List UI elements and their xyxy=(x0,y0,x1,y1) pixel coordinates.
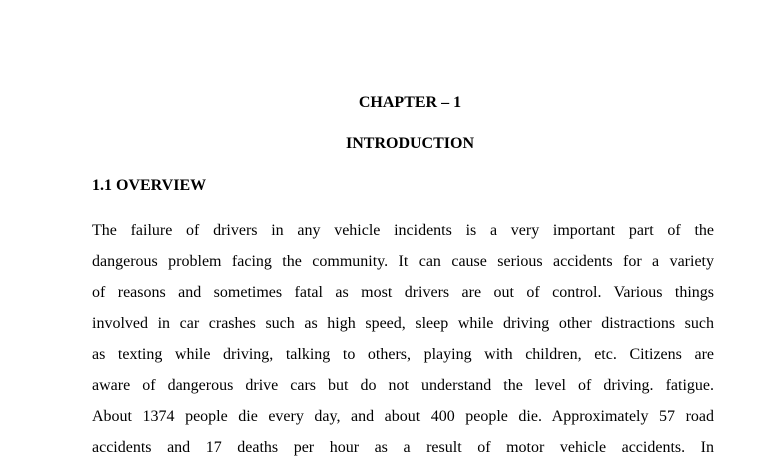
chapter-heading: CHAPTER – 1 xyxy=(358,94,462,111)
paragraph-line: About 1374 people die every day, and about 400 people die. Approximately 57 road xyxy=(92,408,714,425)
paragraph-line: dangerous problem facing the community. It can cause serious accidents for a variety xyxy=(92,253,714,270)
body-paragraph xyxy=(92,215,714,463)
paragraph-line: as texting while driving, talking to others, playing with children, etc. Citizens are xyxy=(92,346,714,363)
paragraph-line: accidents and 17 deaths per hour as a result of motor vehicle accidents. In xyxy=(92,439,714,456)
paragraph-line: involved in car crashes such as high speed, sleep while driving other distractions such xyxy=(92,315,714,332)
chapter-title: INTRODUCTION xyxy=(345,135,474,152)
section-heading: 1.1 OVERVIEW xyxy=(92,177,207,194)
paragraph-line: of reasons and sometimes fatal as most drivers are out of control. Various things xyxy=(92,284,714,301)
paragraph-line: aware of dangerous drive cars but do not understand the level of driving. fatigue. xyxy=(92,377,714,394)
paragraph-line: The failure of drivers in any vehicle incidents is a very important part of the xyxy=(92,222,714,239)
